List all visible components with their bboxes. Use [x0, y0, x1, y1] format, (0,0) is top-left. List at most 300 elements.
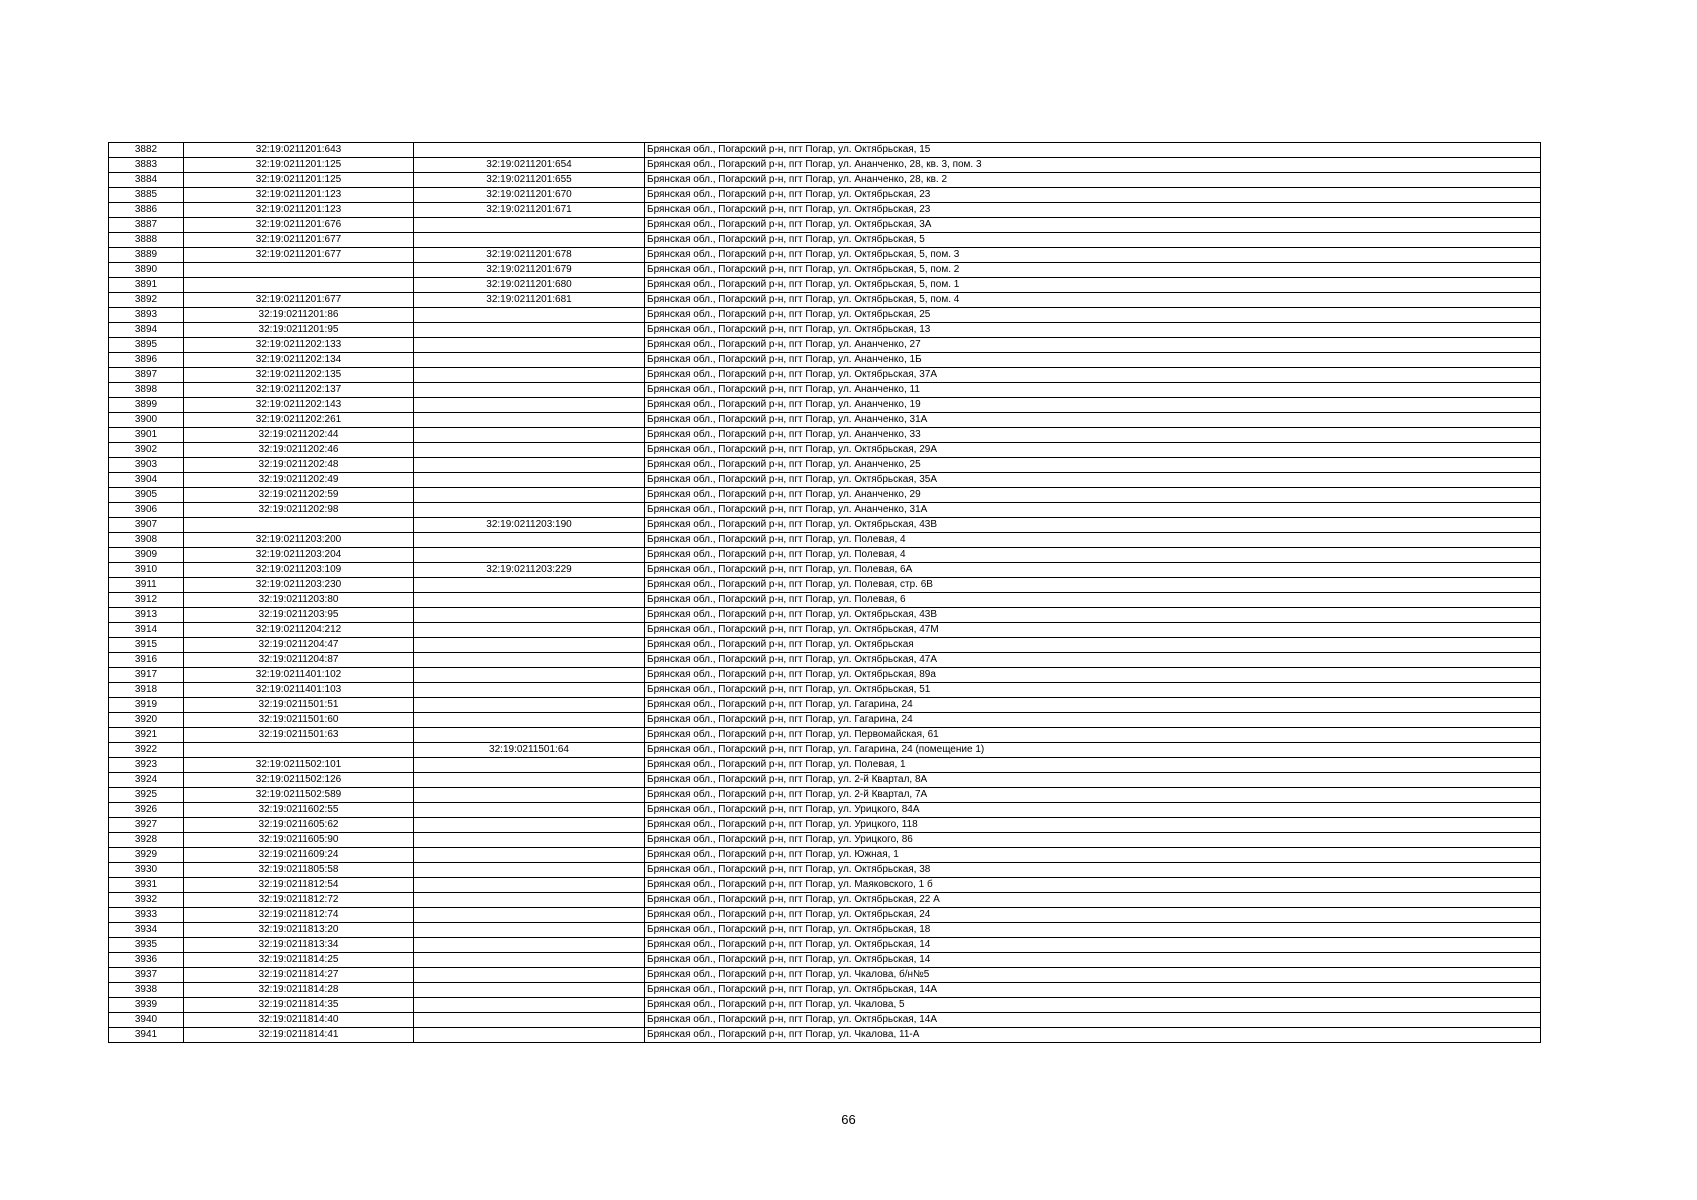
table-row [109, 983, 1541, 998]
table-row [109, 938, 1541, 953]
row-number-cell: 3938 [109, 983, 184, 998]
address-cell: Брянская обл., Погарский р-н, пгт Погар, ул. Октябрьская, 25 [645, 308, 1541, 323]
table-row [109, 683, 1541, 698]
cadastral-number-cell: 32:19:0211814:28 [184, 983, 414, 998]
address-cell: Брянская обл., Погарский р-н, пгт Погар, ул. Октябрьская [645, 638, 1541, 653]
row-number-cell: 3898 [109, 383, 184, 398]
linked-cadastral-number-cell [414, 908, 645, 923]
table-row [109, 143, 1541, 158]
address-cell: Брянская обл., Погарский р-н, пгт Погар, ул. Ананченко, 19 [645, 398, 1541, 413]
row-number-cell: 3899 [109, 398, 184, 413]
address-cell: Брянская обл., Погарский р-н, пгт Погар, ул. Октябрьская, 5, пом. 3 [645, 248, 1541, 263]
linked-cadastral-number-cell [414, 668, 645, 683]
address-cell: Брянская обл., Погарский р-н, пгт Погар, ул. Чкалова, 11-А [645, 1028, 1541, 1043]
row-number-cell: 3884 [109, 173, 184, 188]
cadastral-number-cell [184, 743, 414, 758]
table-row [109, 263, 1541, 278]
linked-cadastral-number-cell [414, 938, 645, 953]
table-row [109, 953, 1541, 968]
address-cell: Брянская обл., Погарский р-н, пгт Погар, ул. Урицкого, 84А [645, 803, 1541, 818]
table-row [109, 398, 1541, 413]
address-cell: Брянская обл., Погарский р-н, пгт Погар, ул. Гагарина, 24 (помещение 1) [645, 743, 1541, 758]
linked-cadastral-number-cell [414, 728, 645, 743]
table-row [109, 413, 1541, 428]
cadastral-number-cell: 32:19:0211501:51 [184, 698, 414, 713]
table-row [109, 923, 1541, 938]
table-row [109, 488, 1541, 503]
table-row [109, 728, 1541, 743]
cadastral-number-cell: 32:19:0211501:60 [184, 713, 414, 728]
linked-cadastral-number-cell [414, 308, 645, 323]
table-row [109, 968, 1541, 983]
address-cell: Брянская обл., Погарский р-н, пгт Погар, ул. Октябрьская, 29А [645, 443, 1541, 458]
linked-cadastral-number-cell [414, 1013, 645, 1028]
linked-cadastral-number-cell [414, 953, 645, 968]
linked-cadastral-number-cell [414, 983, 645, 998]
cadastral-number-cell: 32:19:0211202:44 [184, 428, 414, 443]
linked-cadastral-number-cell [414, 368, 645, 383]
address-cell: Брянская обл., Погарский р-н, пгт Погар, ул. Ананченко, 28, кв. 2 [645, 173, 1541, 188]
linked-cadastral-number-cell: 32:19:0211201:671 [414, 203, 645, 218]
linked-cadastral-number-cell [414, 233, 645, 248]
cadastral-number-cell: 32:19:0211202:143 [184, 398, 414, 413]
cadastral-number-cell: 32:19:0211202:98 [184, 503, 414, 518]
linked-cadastral-number-cell [414, 488, 645, 503]
address-cell: Брянская обл., Погарский р-н, пгт Погар, ул. Октябрьская, 5, пом. 2 [645, 263, 1541, 278]
row-number-cell: 3907 [109, 518, 184, 533]
row-number-cell: 3892 [109, 293, 184, 308]
linked-cadastral-number-cell [414, 773, 645, 788]
cadastral-number-cell: 32:19:0211502:126 [184, 773, 414, 788]
cadastral-number-cell: 32:19:0211203:80 [184, 593, 414, 608]
table-row [109, 653, 1541, 668]
address-cell: Брянская обл., Погарский р-н, пгт Погар, ул. Октябрьская, 14А [645, 1013, 1541, 1028]
address-cell: Брянская обл., Погарский р-н, пгт Погар, ул. Октябрьская, 23 [645, 188, 1541, 203]
row-number-cell: 3919 [109, 698, 184, 713]
cadastral-number-cell: 32:19:0211203:200 [184, 533, 414, 548]
table-row [109, 563, 1541, 578]
linked-cadastral-number-cell [414, 473, 645, 488]
table-row [109, 278, 1541, 293]
table-row [109, 518, 1541, 533]
cadastral-number-cell: 32:19:0211812:74 [184, 908, 414, 923]
row-number-cell: 3894 [109, 323, 184, 338]
linked-cadastral-number-cell [414, 443, 645, 458]
address-cell: Брянская обл., Погарский р-н, пгт Погар, ул. Ананченко, 28, кв. 3, пом. 3 [645, 158, 1541, 173]
row-number-cell: 3928 [109, 833, 184, 848]
cadastral-number-cell: 32:19:0211605:62 [184, 818, 414, 833]
address-cell: Брянская обл., Погарский р-н, пгт Погар, ул. Октябрьская, 51 [645, 683, 1541, 698]
cadastral-number-cell: 32:19:0211401:103 [184, 683, 414, 698]
address-cell: Брянская обл., Погарский р-н, пгт Погар, ул. Октябрьская, 43В [645, 518, 1541, 533]
cadastral-number-cell: 32:19:0211812:54 [184, 878, 414, 893]
cadastral-number-cell: 32:19:0211203:95 [184, 608, 414, 623]
row-number-cell: 3920 [109, 713, 184, 728]
table-row [109, 428, 1541, 443]
table-row [109, 308, 1541, 323]
address-cell: Брянская обл., Погарский р-н, пгт Погар, ул. Октябрьская, 14 [645, 953, 1541, 968]
address-cell: Брянская обл., Погарский р-н, пгт Погар, ул. Полевая, 1 [645, 758, 1541, 773]
table-row [109, 593, 1541, 608]
row-number-cell: 3900 [109, 413, 184, 428]
row-number-cell: 3909 [109, 548, 184, 563]
row-number-cell: 3939 [109, 998, 184, 1013]
address-cell: Брянская обл., Погарский р-н, пгт Погар, ул. Гагарина, 24 [645, 713, 1541, 728]
address-cell: Брянская обл., Погарский р-н, пгт Погар, ул. Южная, 1 [645, 848, 1541, 863]
linked-cadastral-number-cell: 32:19:0211501:64 [414, 743, 645, 758]
address-cell: Брянская обл., Погарский р-н, пгт Погар, ул. Полевая, 4 [645, 533, 1541, 548]
row-number-cell: 3912 [109, 593, 184, 608]
linked-cadastral-number-cell [414, 323, 645, 338]
address-cell: Брянская обл., Погарский р-н, пгт Погар, ул. Октябрьская, 15 [645, 143, 1541, 158]
linked-cadastral-number-cell [414, 653, 645, 668]
linked-cadastral-number-cell [414, 143, 645, 158]
address-cell: Брянская обл., Погарский р-н, пгт Погар, ул. Полевая, 4 [645, 548, 1541, 563]
table-row [109, 803, 1541, 818]
address-cell: Брянская обл., Погарский р-н, пгт Погар, ул. Октябрьская, 5 [645, 233, 1541, 248]
row-number-cell: 3913 [109, 608, 184, 623]
cadastral-number-cell [184, 263, 414, 278]
row-number-cell: 3929 [109, 848, 184, 863]
linked-cadastral-number-cell [414, 998, 645, 1013]
cadastral-number-cell: 32:19:0211814:25 [184, 953, 414, 968]
row-number-cell: 3893 [109, 308, 184, 323]
row-number-cell: 3897 [109, 368, 184, 383]
row-number-cell: 3902 [109, 443, 184, 458]
cadastral-number-cell: 32:19:0211609:24 [184, 848, 414, 863]
address-cell: Брянская обл., Погарский р-н, пгт Погар, ул. 2-й Квартал, 8А [645, 773, 1541, 788]
row-number-cell: 3923 [109, 758, 184, 773]
table-row [109, 218, 1541, 233]
cadastral-number-cell: 32:19:0211201:643 [184, 143, 414, 158]
linked-cadastral-number-cell [414, 578, 645, 593]
address-cell: Брянская обл., Погарский р-н, пгт Погар, ул. Октябрьская, 3А [645, 218, 1541, 233]
cadastral-number-cell: 32:19:0211201:677 [184, 233, 414, 248]
property-table-body [109, 143, 1541, 1043]
row-number-cell: 3891 [109, 278, 184, 293]
linked-cadastral-number-cell [414, 818, 645, 833]
cadastral-number-cell: 32:19:0211814:40 [184, 1013, 414, 1028]
cadastral-number-cell: 32:19:0211204:212 [184, 623, 414, 638]
row-number-cell: 3931 [109, 878, 184, 893]
table-row [109, 368, 1541, 383]
address-cell: Брянская обл., Погарский р-н, пгт Погар, ул. Чкалова, 5 [645, 998, 1541, 1013]
cadastral-number-cell: 32:19:0211401:102 [184, 668, 414, 683]
row-number-cell: 3890 [109, 263, 184, 278]
table-row [109, 758, 1541, 773]
row-number-cell: 3887 [109, 218, 184, 233]
row-number-cell: 3889 [109, 248, 184, 263]
table-row [109, 608, 1541, 623]
cadastral-number-cell: 32:19:0211202:134 [184, 353, 414, 368]
cadastral-number-cell: 32:19:0211201:677 [184, 248, 414, 263]
linked-cadastral-number-cell: 32:19:0211201:681 [414, 293, 645, 308]
linked-cadastral-number-cell [414, 893, 645, 908]
linked-cadastral-number-cell [414, 428, 645, 443]
row-number-cell: 3932 [109, 893, 184, 908]
row-number-cell: 3930 [109, 863, 184, 878]
address-cell: Брянская обл., Погарский р-н, пгт Погар, ул. Урицкого, 86 [645, 833, 1541, 848]
table-row [109, 1013, 1541, 1028]
table-row [109, 863, 1541, 878]
table-row [109, 158, 1541, 173]
address-cell: Брянская обл., Погарский р-н, пгт Погар, ул. Октябрьская, 5, пом. 1 [645, 278, 1541, 293]
table-row [109, 323, 1541, 338]
row-number-cell: 3915 [109, 638, 184, 653]
row-number-cell: 3888 [109, 233, 184, 248]
cadastral-number-cell: 32:19:0211204:47 [184, 638, 414, 653]
cadastral-number-cell: 32:19:0211201:125 [184, 173, 414, 188]
address-cell: Брянская обл., Погарский р-н, пгт Погар, ул. Октябрьская, 24 [645, 908, 1541, 923]
cadastral-number-cell: 32:19:0211202:46 [184, 443, 414, 458]
row-number-cell: 3906 [109, 503, 184, 518]
table-row [109, 353, 1541, 368]
row-number-cell: 3908 [109, 533, 184, 548]
table-row [109, 458, 1541, 473]
table-row [109, 698, 1541, 713]
address-cell: Брянская обл., Погарский р-н, пгт Погар, ул. Октябрьская, 22 А [645, 893, 1541, 908]
cadastral-number-cell: 32:19:0211814:27 [184, 968, 414, 983]
row-number-cell: 3916 [109, 653, 184, 668]
address-cell: Брянская обл., Погарский р-н, пгт Погар, ул. Маяковского, 1 б [645, 878, 1541, 893]
address-cell: Брянская обл., Погарский р-н, пгт Погар, ул. Ананченко, 25 [645, 458, 1541, 473]
row-number-cell: 3926 [109, 803, 184, 818]
cadastral-number-cell: 32:19:0211202:48 [184, 458, 414, 473]
address-cell: Брянская обл., Погарский р-н, пгт Погар, ул. Октябрьская, 35А [645, 473, 1541, 488]
cadastral-number-cell: 32:19:0211502:101 [184, 758, 414, 773]
linked-cadastral-number-cell [414, 923, 645, 938]
linked-cadastral-number-cell: 32:19:0211201:679 [414, 263, 645, 278]
address-cell: Брянская обл., Погарский р-н, пгт Погар, ул. Ананченко, 33 [645, 428, 1541, 443]
table-row [109, 638, 1541, 653]
row-number-cell: 3905 [109, 488, 184, 503]
linked-cadastral-number-cell [414, 398, 645, 413]
linked-cadastral-number-cell [414, 593, 645, 608]
table-row [109, 623, 1541, 638]
cadastral-number-cell: 32:19:0211605:90 [184, 833, 414, 848]
row-number-cell: 3934 [109, 923, 184, 938]
table-row [109, 383, 1541, 398]
table-row [109, 668, 1541, 683]
address-cell: Брянская обл., Погарский р-н, пгт Погар, ул. Чкалова, б/н№5 [645, 968, 1541, 983]
address-cell: Брянская обл., Погарский р-н, пгт Погар, ул. Октябрьская, 14 [645, 938, 1541, 953]
cadastral-number-cell: 32:19:0211204:87 [184, 653, 414, 668]
row-number-cell: 3910 [109, 563, 184, 578]
cadastral-number-cell: 32:19:0211201:123 [184, 203, 414, 218]
table-row [109, 788, 1541, 803]
linked-cadastral-number-cell [414, 353, 645, 368]
row-number-cell: 3883 [109, 158, 184, 173]
address-cell: Брянская обл., Погарский р-н, пгт Погар, ул. Октябрьская, 43В [645, 608, 1541, 623]
cadastral-number-cell: 32:19:0211202:133 [184, 338, 414, 353]
address-cell: Брянская обл., Погарский р-н, пгт Погар, ул. Первомайская, 61 [645, 728, 1541, 743]
cadastral-number-cell: 32:19:0211203:109 [184, 563, 414, 578]
address-cell: Брянская обл., Погарский р-н, пгт Погар, ул. Полевая, стр. 6В [645, 578, 1541, 593]
address-cell: Брянская обл., Погарский р-н, пгт Погар, ул. Ананченко, 1Б [645, 353, 1541, 368]
linked-cadastral-number-cell: 32:19:0211203:190 [414, 518, 645, 533]
row-number-cell: 3922 [109, 743, 184, 758]
table-row [109, 233, 1541, 248]
linked-cadastral-number-cell [414, 788, 645, 803]
address-cell: Брянская обл., Погарский р-н, пгт Погар, ул. Ананченко, 31А [645, 413, 1541, 428]
row-number-cell: 3927 [109, 818, 184, 833]
table-row [109, 503, 1541, 518]
table-row [109, 848, 1541, 863]
linked-cadastral-number-cell [414, 608, 645, 623]
table-row [109, 188, 1541, 203]
cadastral-number-cell: 32:19:0211602:55 [184, 803, 414, 818]
row-number-cell: 3904 [109, 473, 184, 488]
linked-cadastral-number-cell [414, 1028, 645, 1043]
address-cell: Брянская обл., Погарский р-н, пгт Погар, ул. Ананченко, 29 [645, 488, 1541, 503]
table-row [109, 173, 1541, 188]
linked-cadastral-number-cell [414, 968, 645, 983]
table-row [109, 533, 1541, 548]
table-row [109, 713, 1541, 728]
linked-cadastral-number-cell [414, 863, 645, 878]
row-number-cell: 3935 [109, 938, 184, 953]
linked-cadastral-number-cell [414, 833, 645, 848]
address-cell: Брянская обл., Погарский р-н, пгт Погар, ул. Октябрьская, 89а [645, 668, 1541, 683]
row-number-cell: 3941 [109, 1028, 184, 1043]
row-number-cell: 3936 [109, 953, 184, 968]
linked-cadastral-number-cell [414, 458, 645, 473]
address-cell: Брянская обл., Погарский р-н, пгт Погар, ул. Октябрьская, 47М [645, 623, 1541, 638]
linked-cadastral-number-cell [414, 698, 645, 713]
linked-cadastral-number-cell [414, 548, 645, 563]
row-number-cell: 3937 [109, 968, 184, 983]
address-cell: Брянская обл., Погарский р-н, пгт Погар, ул. Ананченко, 11 [645, 383, 1541, 398]
cadastral-number-cell: 32:19:0211201:677 [184, 293, 414, 308]
address-cell: Брянская обл., Погарский р-н, пгт Погар, ул. Полевая, 6 [645, 593, 1541, 608]
row-number-cell: 3940 [109, 1013, 184, 1028]
cadastral-number-cell: 32:19:0211202:261 [184, 413, 414, 428]
linked-cadastral-number-cell: 32:19:0211201:654 [414, 158, 645, 173]
linked-cadastral-number-cell [414, 533, 645, 548]
row-number-cell: 3901 [109, 428, 184, 443]
linked-cadastral-number-cell [414, 713, 645, 728]
row-number-cell: 3918 [109, 683, 184, 698]
cadastral-number-cell: 32:19:0211805:58 [184, 863, 414, 878]
row-number-cell: 3921 [109, 728, 184, 743]
cadastral-number-cell: 32:19:0211203:230 [184, 578, 414, 593]
linked-cadastral-number-cell [414, 218, 645, 233]
row-number-cell: 3896 [109, 353, 184, 368]
linked-cadastral-number-cell [414, 878, 645, 893]
linked-cadastral-number-cell [414, 758, 645, 773]
row-number-cell: 3903 [109, 458, 184, 473]
cadastral-number-cell: 32:19:0211813:34 [184, 938, 414, 953]
linked-cadastral-number-cell: 32:19:0211201:670 [414, 188, 645, 203]
address-cell: Брянская обл., Погарский р-н, пгт Погар, ул. Полевая, 6А [645, 563, 1541, 578]
cadastral-number-cell: 32:19:0211202:49 [184, 473, 414, 488]
table-row [109, 908, 1541, 923]
linked-cadastral-number-cell [414, 383, 645, 398]
linked-cadastral-number-cell [414, 413, 645, 428]
table-row [109, 443, 1541, 458]
address-cell: Брянская обл., Погарский р-н, пгт Погар, ул. Гагарина, 24 [645, 698, 1541, 713]
linked-cadastral-number-cell [414, 848, 645, 863]
address-cell: Брянская обл., Погарский р-н, пгт Погар, ул. Октябрьская, 14А [645, 983, 1541, 998]
cadastral-number-cell: 32:19:0211814:35 [184, 998, 414, 1013]
cadastral-number-cell: 32:19:0211201:95 [184, 323, 414, 338]
address-cell: Брянская обл., Погарский р-н, пгт Погар, ул. Октябрьская, 37А [645, 368, 1541, 383]
row-number-cell: 3885 [109, 188, 184, 203]
table-row [109, 548, 1541, 563]
linked-cadastral-number-cell: 32:19:0211203:229 [414, 563, 645, 578]
table-row [109, 893, 1541, 908]
address-cell: Брянская обл., Погарский р-н, пгт Погар, ул. Октябрьская, 5, пом. 4 [645, 293, 1541, 308]
table-row [109, 248, 1541, 263]
linked-cadastral-number-cell [414, 338, 645, 353]
linked-cadastral-number-cell: 32:19:0211201:678 [414, 248, 645, 263]
row-number-cell: 3924 [109, 773, 184, 788]
address-cell: Брянская обл., Погарский р-н, пгт Погар, ул. Октябрьская, 38 [645, 863, 1541, 878]
linked-cadastral-number-cell [414, 623, 645, 638]
table-row [109, 1028, 1541, 1043]
table-row [109, 743, 1541, 758]
linked-cadastral-number-cell [414, 803, 645, 818]
cadastral-number-cell: 32:19:0211813:20 [184, 923, 414, 938]
row-number-cell: 3895 [109, 338, 184, 353]
table-row [109, 473, 1541, 488]
table-row [109, 578, 1541, 593]
table-row [109, 773, 1541, 788]
cadastral-number-cell: 32:19:0211202:137 [184, 383, 414, 398]
cadastral-number-cell: 32:19:0211502:589 [184, 788, 414, 803]
row-number-cell: 3911 [109, 578, 184, 593]
table-row [109, 998, 1541, 1013]
address-cell: Брянская обл., Погарский р-н, пгт Погар, ул. Октябрьская, 13 [645, 323, 1541, 338]
linked-cadastral-number-cell [414, 683, 645, 698]
row-number-cell: 3917 [109, 668, 184, 683]
table-row [109, 833, 1541, 848]
row-number-cell: 3933 [109, 908, 184, 923]
cadastral-number-cell [184, 518, 414, 533]
linked-cadastral-number-cell: 32:19:0211201:655 [414, 173, 645, 188]
row-number-cell: 3914 [109, 623, 184, 638]
property-table [108, 142, 1541, 1043]
cadastral-number-cell: 32:19:0211201:676 [184, 218, 414, 233]
address-cell: Брянская обл., Погарский р-н, пгт Погар, ул. 2-й Квартал, 7А [645, 788, 1541, 803]
address-cell: Брянская обл., Погарский р-н, пгт Погар, ул. Октябрьская, 23 [645, 203, 1541, 218]
cadastral-number-cell: 32:19:0211201:86 [184, 308, 414, 323]
cadastral-number-cell: 32:19:0211202:59 [184, 488, 414, 503]
cadastral-number-cell: 32:19:0211814:41 [184, 1028, 414, 1043]
address-cell: Брянская обл., Погарский р-н, пгт Погар, ул. Урицкого, 118 [645, 818, 1541, 833]
linked-cadastral-number-cell [414, 638, 645, 653]
table-row [109, 203, 1541, 218]
row-number-cell: 3886 [109, 203, 184, 218]
cadastral-number-cell: 32:19:0211812:72 [184, 893, 414, 908]
linked-cadastral-number-cell [414, 503, 645, 518]
address-cell: Брянская обл., Погарский р-н, пгт Погар, ул. Ананченко, 27 [645, 338, 1541, 353]
cadastral-number-cell: 32:19:0211202:135 [184, 368, 414, 383]
table-row [109, 818, 1541, 833]
linked-cadastral-number-cell: 32:19:0211201:680 [414, 278, 645, 293]
address-cell: Брянская обл., Погарский р-н, пгт Погар, ул. Октябрьская, 18 [645, 923, 1541, 938]
table-row [109, 293, 1541, 308]
address-cell: Брянская обл., Погарский р-н, пгт Погар, ул. Ананченко, 31А [645, 503, 1541, 518]
cadastral-number-cell: 32:19:0211203:204 [184, 548, 414, 563]
table-row [109, 878, 1541, 893]
cadastral-number-cell: 32:19:0211201:123 [184, 188, 414, 203]
cadastral-number-cell: 32:19:0211501:63 [184, 728, 414, 743]
row-number-cell: 3925 [109, 788, 184, 803]
page-number: 66 [841, 1112, 856, 1127]
table-row [109, 338, 1541, 353]
cadastral-number-cell [184, 278, 414, 293]
